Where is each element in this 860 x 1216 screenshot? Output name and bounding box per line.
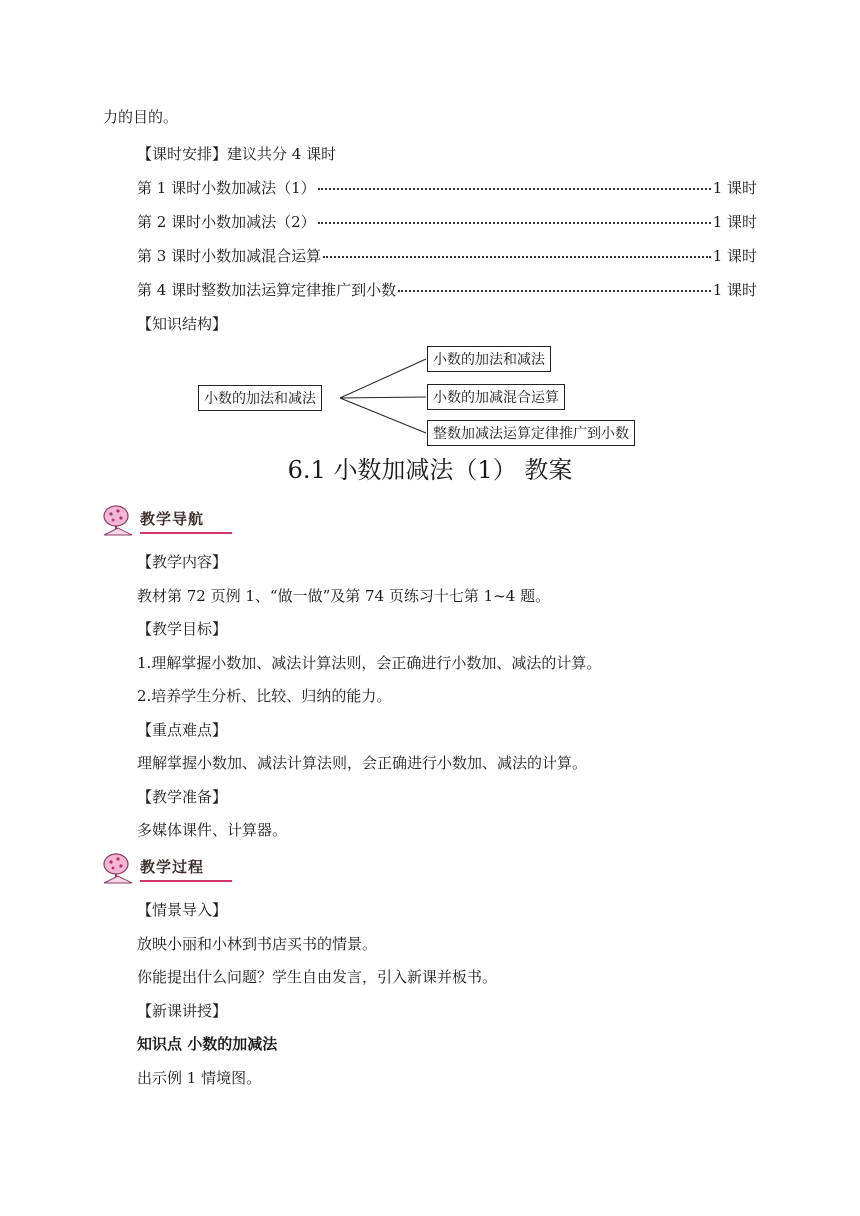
key-heading: 【重点难点】 [137,721,228,739]
content-heading: 【教学内容】 [137,553,228,571]
structure-heading: 【知识结构】 [137,315,228,333]
schedule-title: 第 2 课时小数加减法（2） [137,212,316,231]
process-badge [100,850,235,886]
schedule-hours: 1 课时 [712,212,757,231]
key-text: 理解掌握小数加、减法计算法则，会正确进行小数加、减法的计算。 [137,754,588,772]
structure-branch-box: 小数的加减混合运算 [427,384,565,410]
structure-branch-box: 整数加减法运算定律推广到小数 [427,420,635,446]
structure-branch-box: 小数的加法和减法 [427,346,551,372]
nav-badge [100,502,235,538]
prep-text: 多媒体课件、计算器。 [137,821,288,839]
schedule-hours: 1 课时 [712,178,757,197]
schedule-hours: 1 课时 [712,280,757,299]
structure-root-box: 小数的加法和减法 [198,385,322,411]
process-label: 教学过程 [140,858,205,876]
schedule-title: 第 1 课时小数加减法（1） [137,178,316,197]
schedule-title: 第 4 课时整数加法运算定律推广到小数 [137,280,397,299]
goal-item: 2.培养学生分析、比较、归纳的能力。 [137,687,392,705]
example-text: 出示例 1 情境图。 [137,1069,262,1087]
prep-heading: 【教学准备】 [137,788,228,806]
schedule-title: 第 3 课时小数加减混合运算 [137,246,322,265]
nav-label: 教学导航 [140,510,205,528]
schedule-heading: 【课时安排】建议共分 4 课时 [137,145,337,163]
lesson-title: 6.1 小数加减法（1） 教案 [287,456,573,484]
goals-heading: 【教学目标】 [137,620,228,638]
schedule-hours: 1 课时 [712,246,757,265]
scene-text: 你能提出什么问题？学生自由发言，引入新课并板书。 [137,968,498,986]
goal-item: 1.理解掌握小数加、减法计算法则，会正确进行小数加、减法的计算。 [137,654,602,672]
knowledge-point: 知识点 小数的加减法 [137,1035,278,1053]
scene-heading: 【情景导入】 [137,901,228,919]
new-lesson-heading: 【新课讲授】 [137,1002,228,1020]
scene-text: 放映小丽和小林到书店买书的情景。 [137,935,378,953]
continuation-text: 力的目的。 [103,108,179,126]
content-text: 教材第 72 页例 1、“做一做”及第 74 页练习十七第 1~4 题。 [137,587,551,605]
